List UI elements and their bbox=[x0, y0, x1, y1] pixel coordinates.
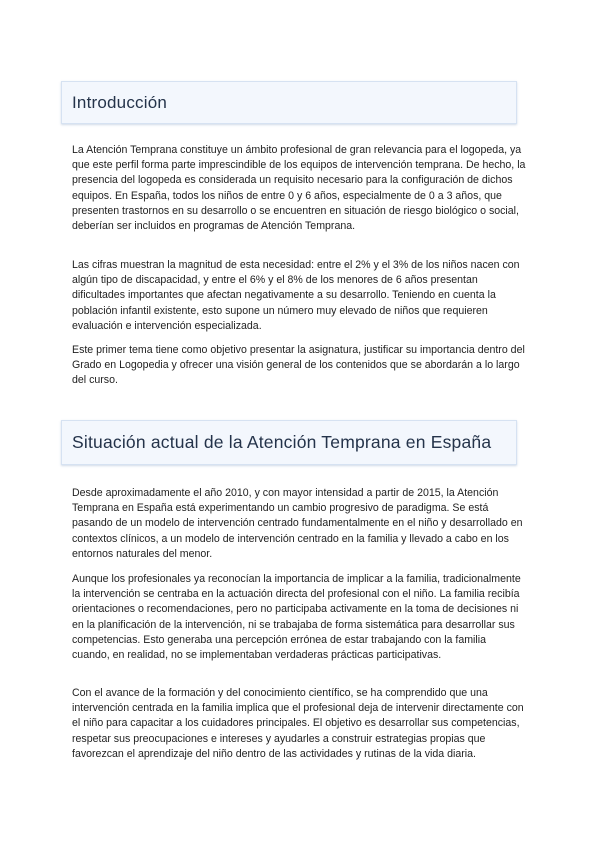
paragraph-text: Este primer tema tiene como objetivo presentar la asignatura, justificar su importancia dentro del Grado en Logopedia y ofrecer una visión general de los contenidos que se abordarán a lo largo del curso. bbox=[72, 344, 525, 387]
paragraph bbox=[72, 343, 526, 389]
paragraph bbox=[72, 686, 526, 762]
paragraph bbox=[72, 486, 526, 562]
section-heading-box-introduccion bbox=[61, 81, 517, 124]
section-heading-situacion-actual: Situación actual de la Atención Temprana en España bbox=[72, 432, 492, 452]
paragraph-text: La Atención Temprana constituye un ámbito profesional de gran relevancia para el logopeda, ya que este perfil forma parte imprescindible de los equipos de intervención temprana. De hecho, la presencia del logopeda es considerada un requisito necesario para la configuración de dichos equipos. En España, todos los niños de entre 0 y 6 años, especialmente de 0 a 3 años, que presenten trastornos en su desarrollo o se encuentren en situación de riesgo biológico o social, deberían ser incluidos en programas de Atención Temprana. bbox=[72, 144, 526, 233]
paragraph bbox=[72, 258, 526, 334]
section-heading-introduccion: Introducción bbox=[72, 93, 168, 112]
section-heading-box-situacion-actual bbox=[61, 420, 517, 465]
paragraph-text: Desde aproximadamente el año 2010, y con mayor intensidad a partir de 2015, la Atención Temprana en España está experimentando un cambio progresivo de paradigma. Se está pasando de un modelo de intervención centrado fundamentalmente en el niño y desarrollado en contextos clínicos, a un modelo de intervención centrado en la familia y llevado a cabo en los entornos naturales del menor. bbox=[72, 487, 523, 560]
paragraph bbox=[72, 143, 526, 234]
paragraph-text: Con el avance de la formación y del conocimiento científico, se ha comprendido que una intervención centrada en la familia implica que el profesional deja de intervenir directamente con el niño para capacitar a los cuidadores principales. El objetivo es desarrollar sus competencias, respetar sus preocupaciones e intereses y ayudarles a construir estrategias propias que favorezcan el aprendizaje del niño dentro de las actividades y rutinas de la vida diaria. bbox=[72, 687, 524, 760]
paragraph-text: Aunque los profesionales ya reconocían la importancia de implicar a la familia, tradicionalmente la intervención se centraba en la actuación directa del profesional con el niño. La familia recibía orientaciones o recomendaciones, pero no participaba activamente en la toma de decisiones ni en la planificación de la intervención, ni se trabajaba de forma sistemática para desarrollar sus competencias. Esto generaba una percepción errónea de estar trabajando con la familia cuando, en realidad, no se implementaban verdaderas prácticas participativas. bbox=[72, 573, 521, 662]
paragraph-text: Las cifras muestran la magnitud de esta necesidad: entre el 2% y el 3% de los niños nacen con algún tipo de discapacidad, y entre el 6% y el 8% de los menores de 6 años presentan dificultades importantes que afectan negativamente a su desarrollo. Teniendo en cuenta la población infantil existente, esto supone un número muy elevado de niños que requieren evaluación e intervención especializada. bbox=[72, 259, 520, 332]
paragraph bbox=[72, 572, 526, 663]
